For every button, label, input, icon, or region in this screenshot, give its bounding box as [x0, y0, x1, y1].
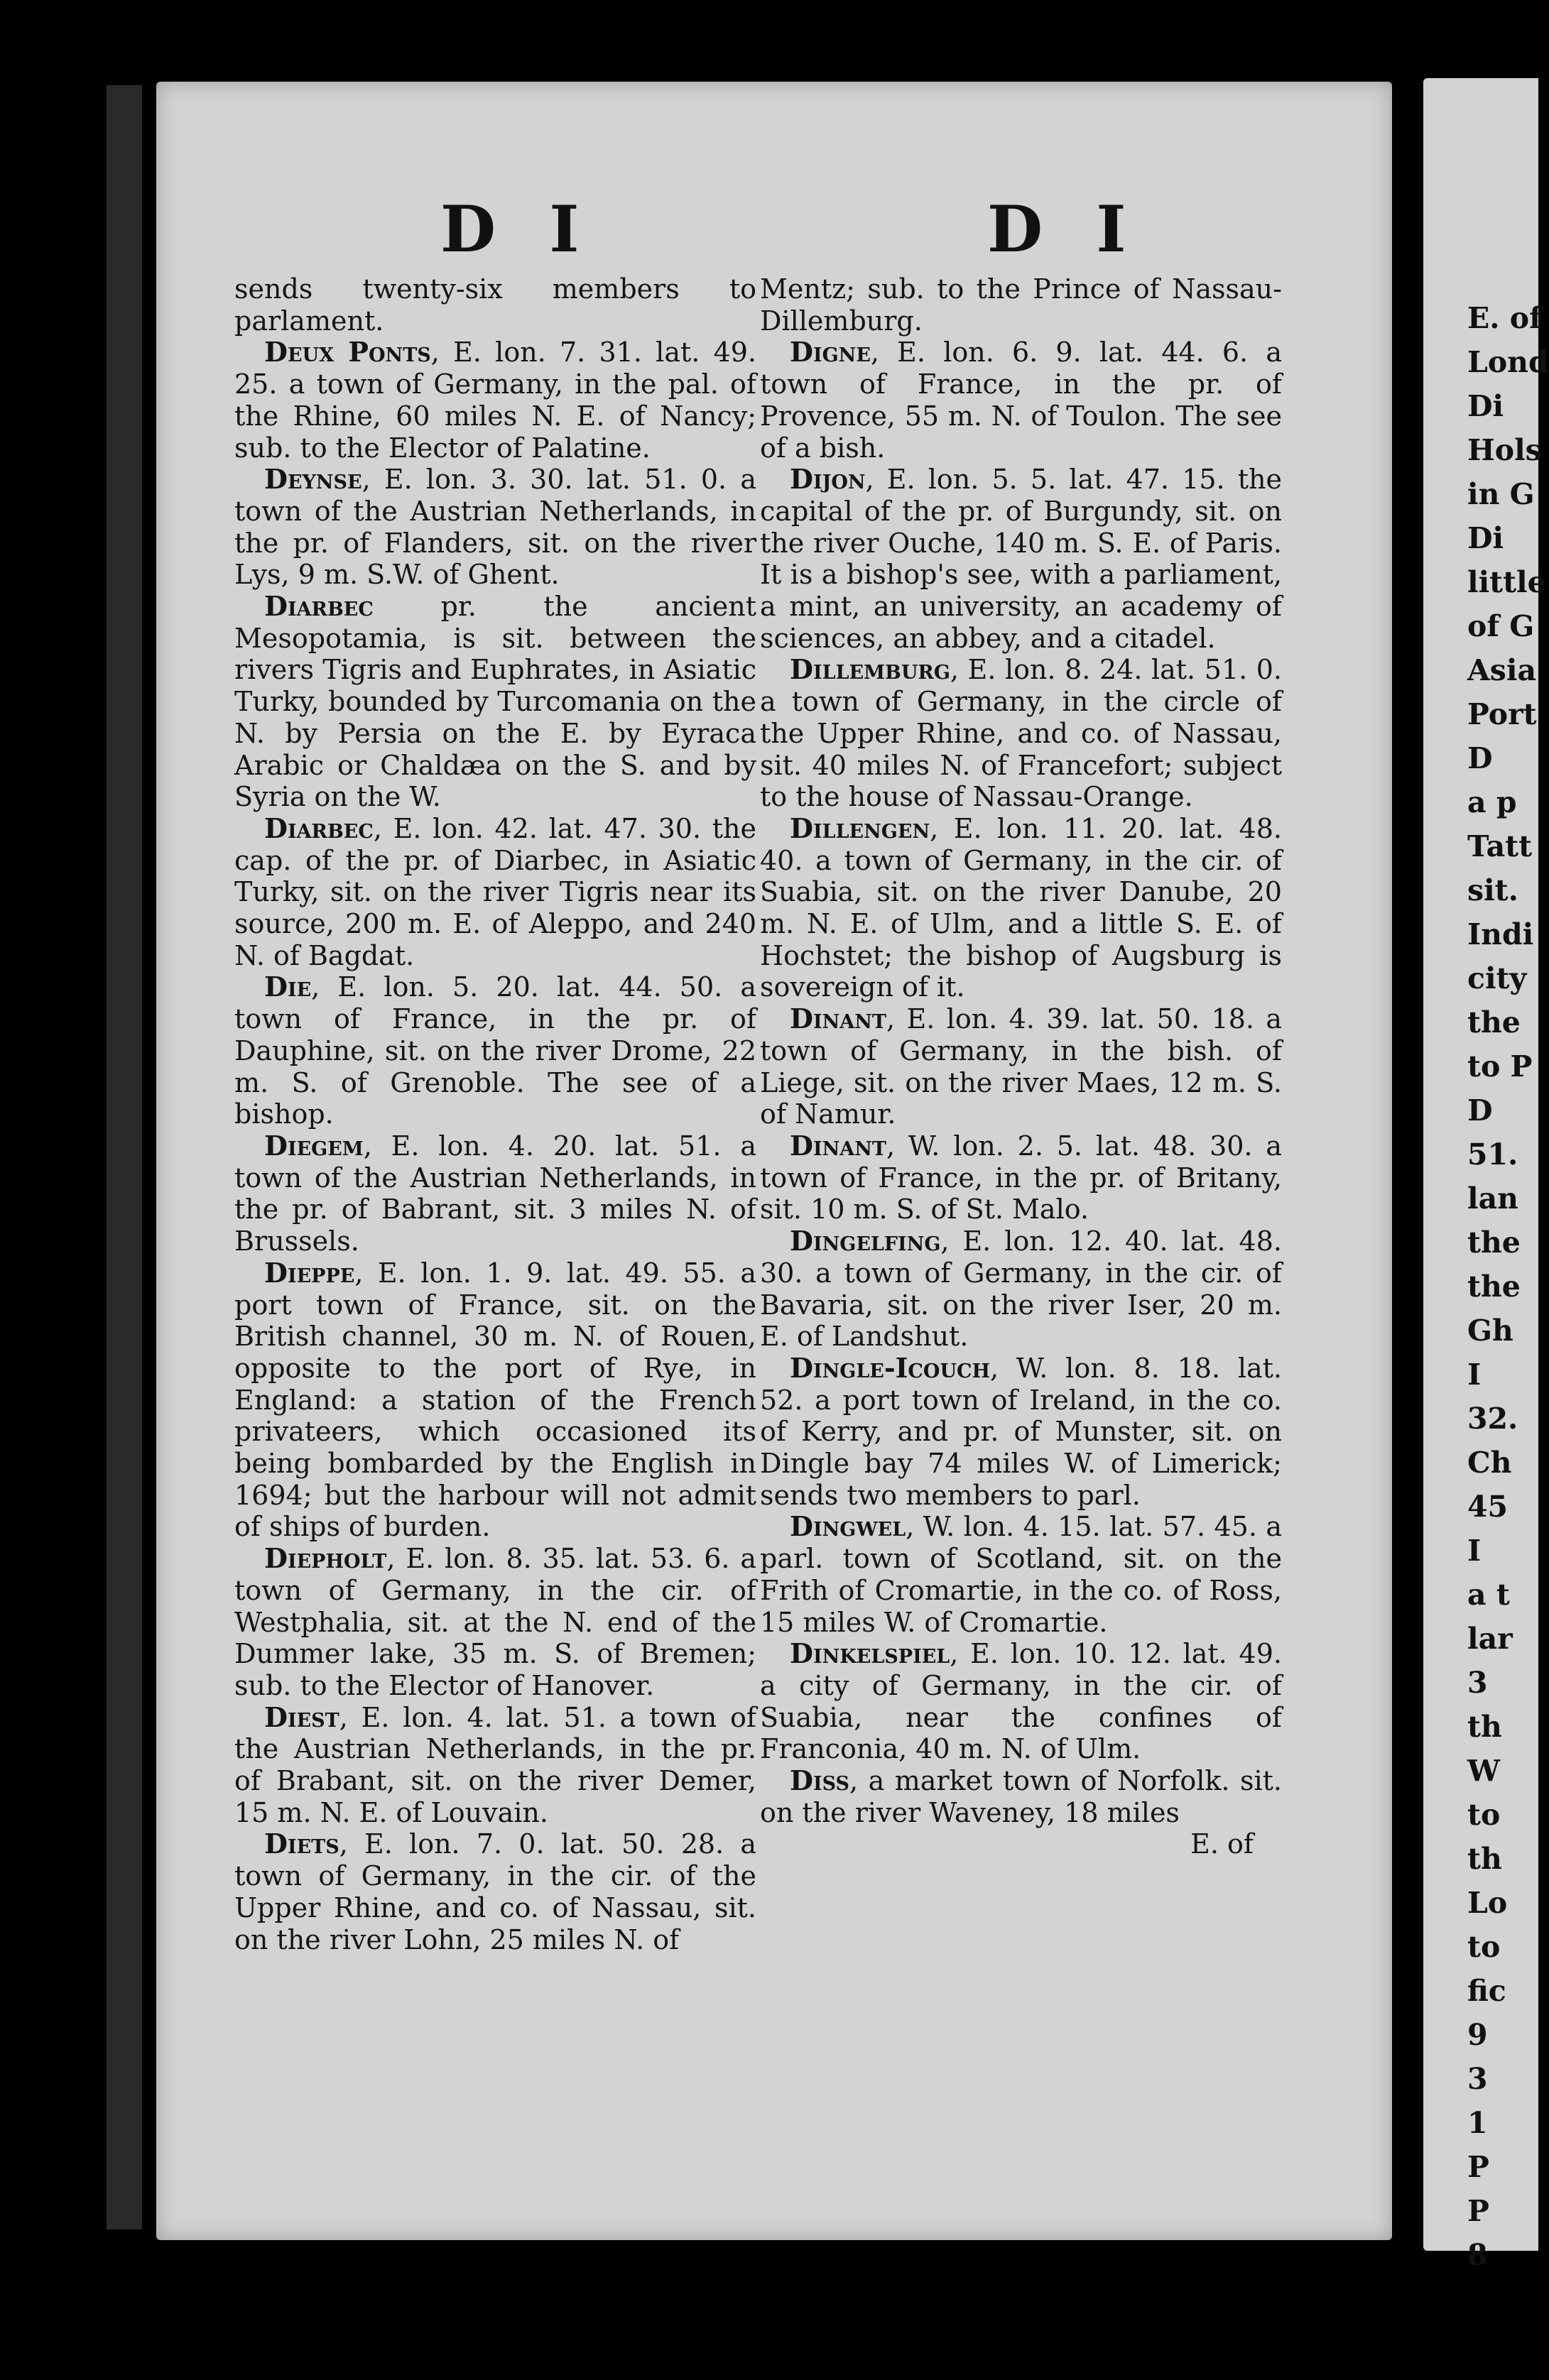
dictionary-entry: [760, 1130, 1282, 1226]
catchword: E. of: [1190, 1828, 1254, 1860]
next-page-fragment: Ch: [1467, 1446, 1512, 1480]
dictionary-entry: [760, 337, 1282, 464]
next-page-fragment: Di: [1467, 521, 1504, 555]
entry-text: , a market town of Norfolk. sit. on the river Waveney, 18 miles: [760, 1765, 1282, 1828]
next-page-fragment: 51.: [1467, 1137, 1518, 1172]
entry-text: , E. lon. 7. 0. lat. 50. 28. a town of Germany, in the cir. of the Upper Rhine, and co. of Nassau, sit. on the river Lohn, 25 miles N. of: [234, 1828, 756, 1955]
dictionary-entry: [234, 337, 756, 464]
next-page-fragment: to: [1467, 1930, 1501, 1964]
next-page-fragment: sit.: [1467, 873, 1518, 907]
entry-headword: Dinkelspiel: [790, 1637, 950, 1670]
entry-text: , W. lon. 2. 5. lat. 48. 30. a town of France, in the pr. of Britany, sit. 10 m. S. of St. Malo.: [760, 1130, 1282, 1226]
next-page-fragment: 45: [1467, 1490, 1509, 1524]
next-page-fragment: E. of: [1467, 301, 1542, 335]
next-page-fragment: the: [1467, 1005, 1521, 1039]
entry-text: , W. lon. 4. 15. lat. 57. 45. a parl. town of Scotland, sit. on the Frith of Cromartie, in the co. of Ross, 15 miles W. of Cromartie.: [760, 1511, 1282, 1638]
entry-text: , E. lon. 4. 39. lat. 50. 18. a town of Germany, in the bish. of Liege, sit. on the river Maes, 12 m. S. of Namur.: [760, 1003, 1282, 1130]
next-page-fragment: Lo: [1467, 1886, 1508, 1920]
next-page-fragment: Asia: [1467, 653, 1537, 687]
next-page-fragment: P: [1467, 2150, 1489, 2184]
dictionary-entry: [760, 273, 1282, 337]
entry-headword: Dingelfing: [790, 1225, 941, 1257]
entry-headword: Diets: [264, 1828, 339, 1860]
next-page-fragment: P: [1467, 2194, 1489, 2228]
entry-text: , E. lon. 12. 40. lat. 48. 30. a town of Germany, in the cir. of Bavaria, sit. on the river Iser, 20 m. E. of Landshut.: [760, 1226, 1282, 1353]
page-gutter: [1392, 78, 1423, 2251]
next-page-edge: [1423, 78, 1549, 2272]
running-head-right: D I: [987, 192, 1142, 267]
entry-headword: Dillemburg: [790, 653, 950, 686]
dictionary-entry: [760, 464, 1282, 654]
dictionary-entry: [234, 591, 756, 813]
dictionary-entry: [760, 1226, 1282, 1353]
dictionary-entry: [234, 273, 756, 337]
next-page-fragment: Indi: [1467, 917, 1534, 951]
next-page-fragment: Hols: [1467, 433, 1542, 467]
next-page-fragment: the: [1467, 1226, 1521, 1260]
next-page-fragment: to: [1467, 1798, 1501, 1832]
next-page-fragment: D: [1467, 741, 1493, 775]
dictionary-entry: [760, 654, 1282, 813]
entry-text: , E. lon. 6. 9. lat. 44. 6. a town of France, in the pr. of Provence, 55 m. N. of Toulon. The see of a bish.: [760, 337, 1282, 464]
next-page-fragment: 3: [1467, 2062, 1488, 2096]
next-page-fragment: 32.: [1467, 1402, 1518, 1436]
entry-headword: Diepholt: [264, 1542, 387, 1575]
dictionary-entry: [760, 1003, 1282, 1130]
next-page-fragment: I: [1467, 1358, 1482, 1392]
entry-headword: Deux Ponts: [264, 336, 431, 369]
dictionary-entry: [234, 464, 756, 591]
entry-text: sends twenty-six members to parlament.: [234, 273, 756, 337]
entry-headword: Die: [264, 971, 312, 1003]
next-page-fragment: Tatt: [1467, 829, 1533, 863]
entry-text: , E. lon. 10. 12. lat. 49. a city of Germany, in the cir. of Suabia, near the confines of Franconia, 40 m. N. of Ulm.: [760, 1638, 1282, 1765]
next-page-fragment: lar: [1467, 1622, 1513, 1656]
entry-text: , E. lon. 3. 30. lat. 51. 0. a town of the Austrian Netherlands, in the pr. of Flanders, sit. on the river Lys, 9 m. S.W. of Ghent.: [234, 464, 756, 591]
dictionary-entry: [234, 971, 756, 1130]
dictionary-entry: [760, 1353, 1282, 1512]
next-page-fragment: a p: [1467, 785, 1517, 819]
next-page-fragment: th: [1467, 1710, 1502, 1744]
entry-headword: Dinant: [790, 1129, 886, 1162]
entry-headword: Digne: [790, 336, 871, 369]
entry-text: , E. lon. 7. 31. lat. 49. 25. a town of Germany, in the pal. of the Rhine, 60 miles N. E. of Nancy; sub. to the Elector of Palatine.: [234, 337, 756, 464]
entry-headword: Dillengen: [790, 812, 930, 844]
entry-text: , E. lon. 42. lat. 47. 30. the cap. of the pr. of Diarbec, in Asiatic Turky, sit. on the river Tigris near its source, 200 m. E. of Aleppo, and 240 N. of Bagdat.: [234, 812, 756, 971]
entry-headword: Dingle-Icouch: [790, 1351, 990, 1384]
entry-headword: Diegem: [264, 1129, 364, 1162]
next-page-fragment: Di: [1467, 389, 1504, 423]
entry-headword: Diarbec: [264, 590, 374, 623]
next-page-fragment: th: [1467, 1842, 1502, 1876]
entry-text: , W. lon. 8. 18. lat. 52. a port town of Ireland, in the co. of Kerry, and pr. of Munster, sit. on Dingle bay 74 miles W. of Limerick; sends two members to parl.: [760, 1352, 1282, 1511]
entry-headword: Dinant: [790, 1003, 886, 1035]
next-page-fragment: 1: [1467, 2106, 1488, 2140]
next-page-fragment: lan: [1467, 1181, 1518, 1216]
next-page-fragment: the: [1467, 1270, 1521, 1304]
next-page-fragment: fic: [1467, 1974, 1506, 2008]
entry-text: , E. lon. 5. 20. lat. 44. 50. a town of France, in the pr. of Dauphine, sit. on the river Drome, 22 m. S. of Grenoble. The see of a bishop.: [234, 971, 756, 1130]
next-page-fragment: Gh: [1467, 1314, 1513, 1348]
next-page-fragment: I: [1467, 1534, 1482, 1568]
dictionary-entry: [760, 1511, 1282, 1638]
left-column: [234, 273, 756, 1955]
entry-text: , E. lon. 1. 9. lat. 49. 55. a port town of France, sit. on the British channel, 30 m. N. of Rouen, opposite to the port of Rye, in England: a station of the French privateers, which occasioned its being bombarded by the English in 1694; but the harbour will not admit of ships of burden.: [234, 1257, 756, 1543]
next-page-fragment: Lond: [1467, 345, 1549, 379]
next-page-fragment: a t: [1467, 1578, 1510, 1612]
entry-headword: Dingwel: [790, 1510, 906, 1543]
dictionary-entry: [760, 1765, 1282, 1828]
next-page-fragment: W: [1467, 1754, 1501, 1788]
dictionary-entry: [234, 1257, 756, 1543]
entry-text: , E. lon. 4. lat. 51. a town of the Austrian Netherlands, in the pr. of Brabant, sit. on the river Demer, 15 m. N. E. of Louvain.: [234, 1701, 756, 1828]
next-page-fragment: 3: [1467, 1666, 1488, 1700]
dictionary-entry: [234, 1130, 756, 1257]
dictionary-entry: [234, 1702, 756, 1829]
dictionary-entry: [234, 1543, 756, 1702]
next-page-fragment: to P: [1467, 1049, 1533, 1083]
entry-headword: Diest: [264, 1701, 339, 1733]
dictionary-entry: [234, 813, 756, 972]
next-page-fragment: little: [1467, 565, 1546, 599]
entry-text: , E. lon. 5. 5. lat. 47. 15. the capital of the pr. of Burgundy, sit. on the river Ouche, 140 m. S. E. of Paris. It is a bishop's see, with a parliament, a mint, an university, an academy of sciences, an abbey, and a citadel.: [760, 464, 1282, 654]
entry-text: , E. lon. 8. 24. lat. 51. 0. a town of Germany, in the circle of the Upper Rhine, and co. of Nassau, sit. 40 miles N. of Francefort; subject to the house of Nassau-Orange.: [760, 654, 1282, 813]
next-page-fragment: of G: [1467, 609, 1535, 643]
entry-headword: Diarbec: [264, 812, 374, 844]
running-head-left: D I: [440, 192, 595, 267]
entry-headword: Deynse: [264, 463, 362, 496]
entry-headword: Dieppe: [264, 1256, 355, 1289]
next-page-fragment: 9: [1467, 2018, 1488, 2052]
next-page-fragment: 8: [1467, 2238, 1488, 2272]
dictionary-entry: [760, 813, 1282, 1003]
entry-headword: Diss: [790, 1764, 849, 1797]
entry-text: , E. lon. 11. 20. lat. 48. 40. a town of Germany, in the cir. of Suabia, sit. on the river Danube, 20 m. N. E. of Ulm, and a little S. E. of Hochstet; the bishop of Augsburg is sovereign of it.: [760, 812, 1282, 1003]
next-page-fragment: city: [1467, 961, 1527, 995]
next-page-fragment: in G: [1467, 477, 1535, 511]
entry-headword: Dijon: [790, 463, 866, 496]
entry-text: Mentz; sub. to the Prince of Nassau-Dillemburg.: [760, 273, 1282, 337]
next-page-fragment: D: [1467, 1093, 1493, 1128]
dictionary-entry: [234, 1828, 756, 1955]
next-page-fragment: Port: [1467, 697, 1537, 731]
left-binding-shadow: [107, 85, 142, 2229]
dictionary-entry: [760, 1638, 1282, 1765]
entry-text: , E. lon. 4. 20. lat. 51. a town of the Austrian Netherlands, in the pr. of Babrant, sit. 3 miles N. of Brussels.: [234, 1130, 756, 1257]
right-column: [760, 273, 1282, 1860]
entry-text: , E. lon. 8. 35. lat. 53. 6. a town of Germany, in the cir. of Westphalia, sit. at the N. end of the Dummer lake, 35 m. S. of Bremen; sub. to the Elector of Hanover.: [234, 1543, 756, 1701]
entry-text: pr. the ancient Mesopotamia, is sit. between the rivers Tigris and Euphrates, in Asiatic Turky, bounded by Turcomania on the N. by Persia on the E. by Eyraca Arabic or Chaldæa on the S. and by Syria on the W.: [234, 591, 756, 813]
